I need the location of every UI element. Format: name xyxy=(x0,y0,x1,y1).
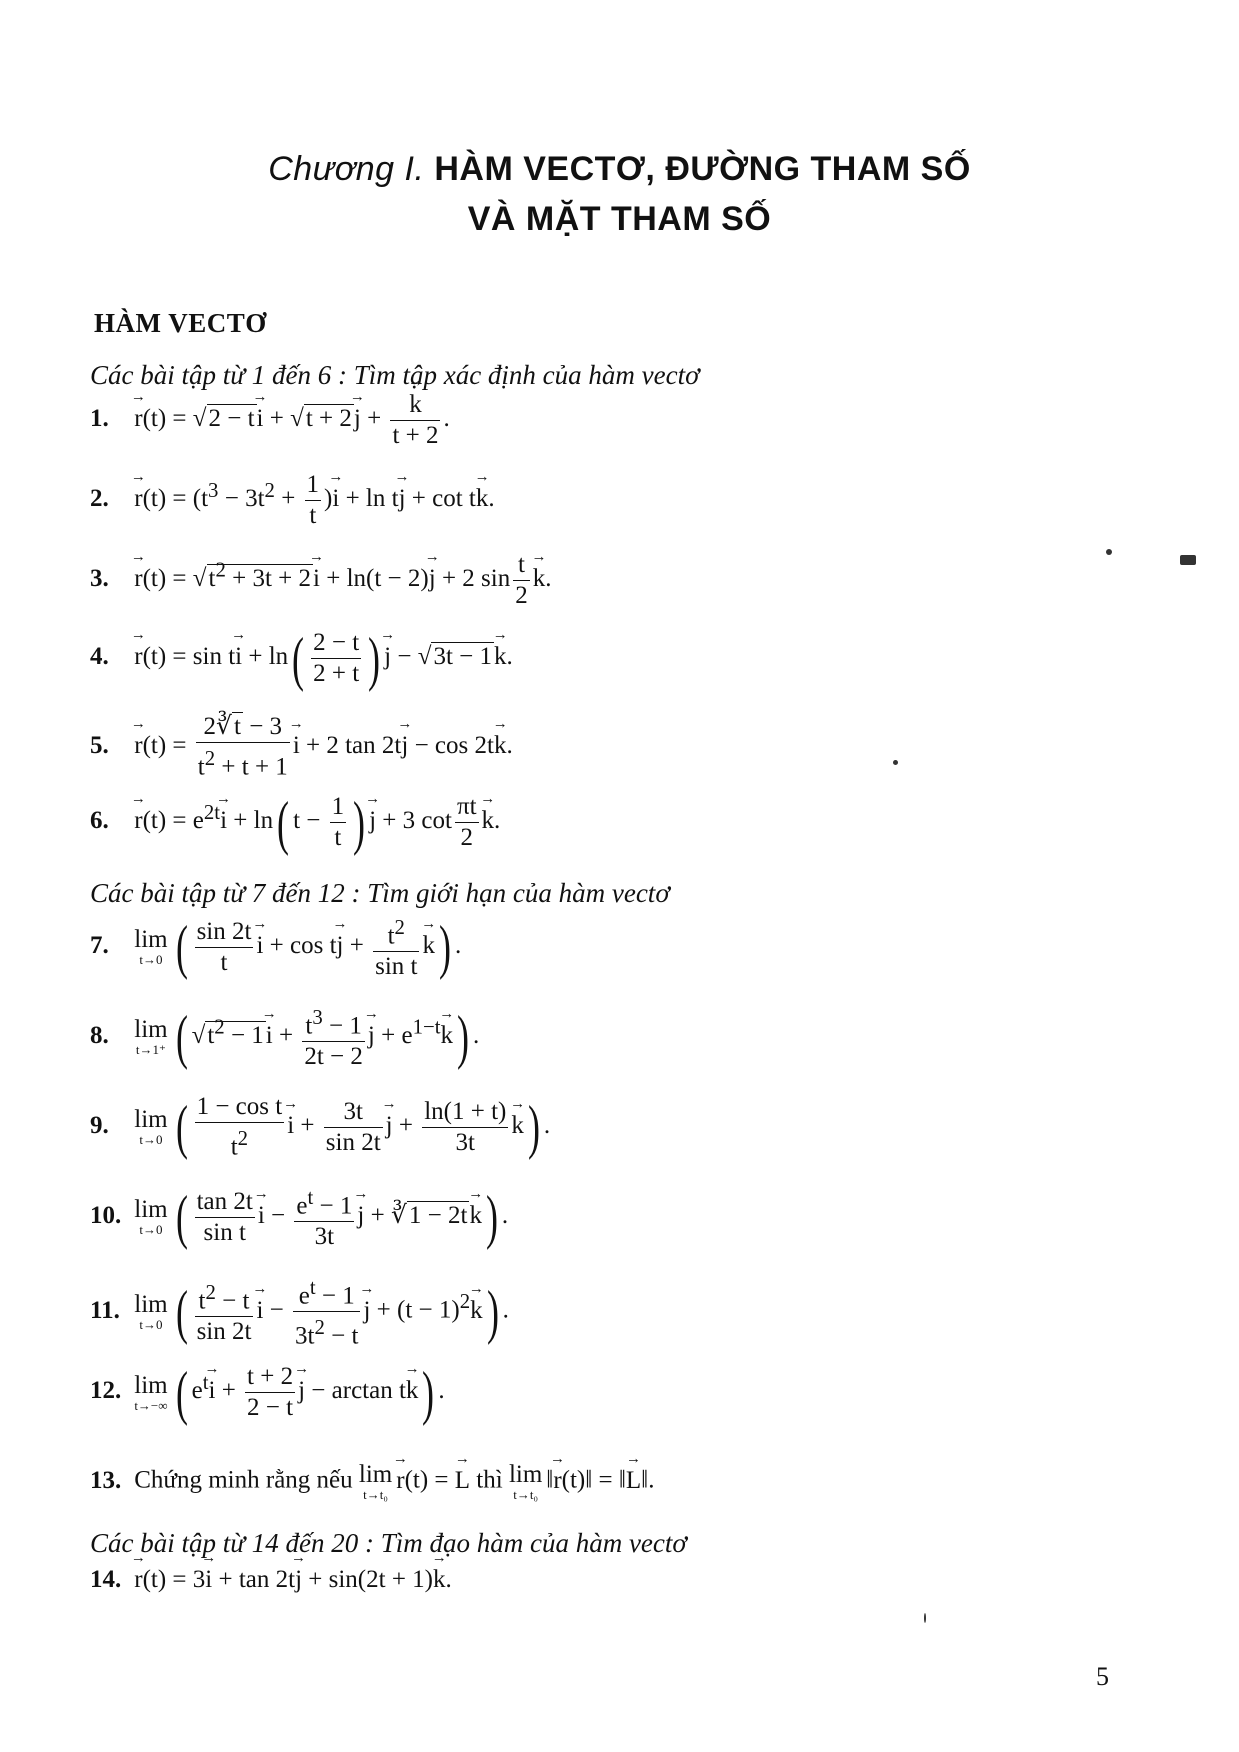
problem-number: 5. xyxy=(90,731,109,759)
problem-number: 7. xyxy=(90,931,109,959)
problem-formula: → $r(t) = e^{2t}\to i + \ln$( t − $\frac{1}{t}$ )→ j + 3 cot $\frac{\pi t}{2}$ → k. xyxy=(134,792,500,853)
problem-7 xyxy=(90,912,461,982)
problem-14 xyxy=(90,1566,452,1594)
problem-formula: → $r(t) = √t^2 + 3t + 2\to i + \ln(t - 2)\to j + 2$ sin $\frac{t}{2}$ → k. xyxy=(134,550,551,611)
problem-formula: Chứng minh rằng nếu lim t→t₀ → r(t) = → L thì lim t→t₀ ‖→ r(t)‖ = ‖→ L‖. xyxy=(134,1462,654,1502)
problem-number: 10. xyxy=(90,1201,122,1229)
instruction-domain: Các bài tập từ 1 đến 6 : Tìm tập xác định của hàm vectơ xyxy=(90,360,700,390)
problem-5 xyxy=(90,712,513,782)
instruction-derivative: Các bài tập từ 14 đến 20 : Tìm đạo hàm của hàm vectơ xyxy=(90,1528,687,1558)
section-heading: HÀM VECTƠ xyxy=(94,308,267,338)
problem-number: 8. xyxy=(90,1021,109,1049)
scan-speck xyxy=(893,760,898,765)
problem-4 xyxy=(90,625,513,692)
problem-1 xyxy=(90,390,450,451)
problem-formula: lim t→0 ( $\frac{\tan 2t}{\text{sin t}}$ → i − $\frac{e^t - 1}{3t}$ → j + ∛1 − 2t→ k) . xyxy=(134,1182,508,1252)
problem-formula: → r(t) = √2 − t→ i + √t + 2→ j + → $\frac{k}{t + 2}$ . xyxy=(134,390,449,451)
chapter-title-line1 xyxy=(0,150,1239,189)
problem-number: 11. xyxy=(90,1296,120,1324)
chapter-prefix: Chương I. xyxy=(268,150,425,188)
instruction-limit: Các bài tập từ 7 đến 12 : Tìm giới hạn của hàm vectơ xyxy=(90,878,670,908)
problem-formula: → $r(t) = (t^3 - 3t^2$ + $\frac{1}{t}$ )→ i + ln t→ j + cot t→ k. xyxy=(134,470,494,531)
problem-13 xyxy=(90,1462,654,1502)
problem-number: 14. xyxy=(90,1566,122,1593)
problem-number: 1. xyxy=(90,405,109,433)
problem-number: 6. xyxy=(90,807,109,835)
problem-formula: lim t→0 ( $\frac{t^2 - t}{\sin 2t}$ → i − $\frac{e^t - 1}{3t^2 - t}$ → $j + (t - 1)^2\to k$) . xyxy=(134,1272,509,1352)
problem-number: 2. xyxy=(90,485,109,513)
problem-number: 3. xyxy=(90,565,109,593)
problem-formula: lim t→0 ( $\frac{\text{1 − cos t}}{t^2}$ → i + $\frac{3t}{\sin 2t}$ → j + $\frac{\ln(1 + t)}{3t}$ → k) . xyxy=(134,1092,550,1162)
chapter-title: HÀM VECTƠ, ĐƯỜNG THAM SỐ xyxy=(434,150,971,188)
problem-10 xyxy=(90,1182,508,1252)
scan-speck xyxy=(1106,549,1112,555)
problem-formula: lim t→1⁺ ( $√t^2 - 1\to i$ + $\frac{t^3 - 1}{2t - 2}$ → $j + e^{1-t}\to k$) . xyxy=(134,1002,479,1072)
chapter-title-line2: VÀ MẶT THAM SỐ xyxy=(467,200,772,238)
problem-6 xyxy=(90,789,501,856)
problem-formula: → r(t) = 3→ i + tan 2t→ j + sin(2t + 1)→ k. xyxy=(134,1566,452,1594)
problem-3 xyxy=(90,550,551,611)
problem-number: 13. xyxy=(90,1466,122,1494)
problem-number: 4. xyxy=(90,643,109,671)
problem-9 xyxy=(90,1092,550,1162)
problem-formula: → r(t) = sin t→ i + ln( $\frac{2 - t}{2 + t}$ )→ j − √3t − 1→ k. xyxy=(134,628,513,689)
problem-12 xyxy=(90,1359,445,1426)
problem-2 xyxy=(90,470,495,531)
problem-number: 12. xyxy=(90,1377,122,1405)
scan-speck xyxy=(924,1613,926,1623)
problem-formula: lim t→−∞ ( $e^t\to i$ + $\frac{t + 2}{2 - t}$ → j − arctan t→ k) . xyxy=(134,1362,444,1423)
problem-formula: → r(t) = $\frac{2∛t - 3}{t^2 + t + 1}$ → i + 2 tan 2t→ j − cos 2t→ k. xyxy=(134,712,512,782)
problem-formula: lim t→0 ( $\frac{\sin 2t}{t}$ → i + cos t→ j + $\frac{t^2}{\text{sin t}}$ → k) . xyxy=(134,912,461,982)
page-number: 5 xyxy=(1096,1662,1109,1691)
problem-8 xyxy=(90,1002,479,1072)
problem-11 xyxy=(90,1272,509,1352)
problem-number: 9. xyxy=(90,1111,109,1139)
scan-speck xyxy=(1180,555,1196,565)
